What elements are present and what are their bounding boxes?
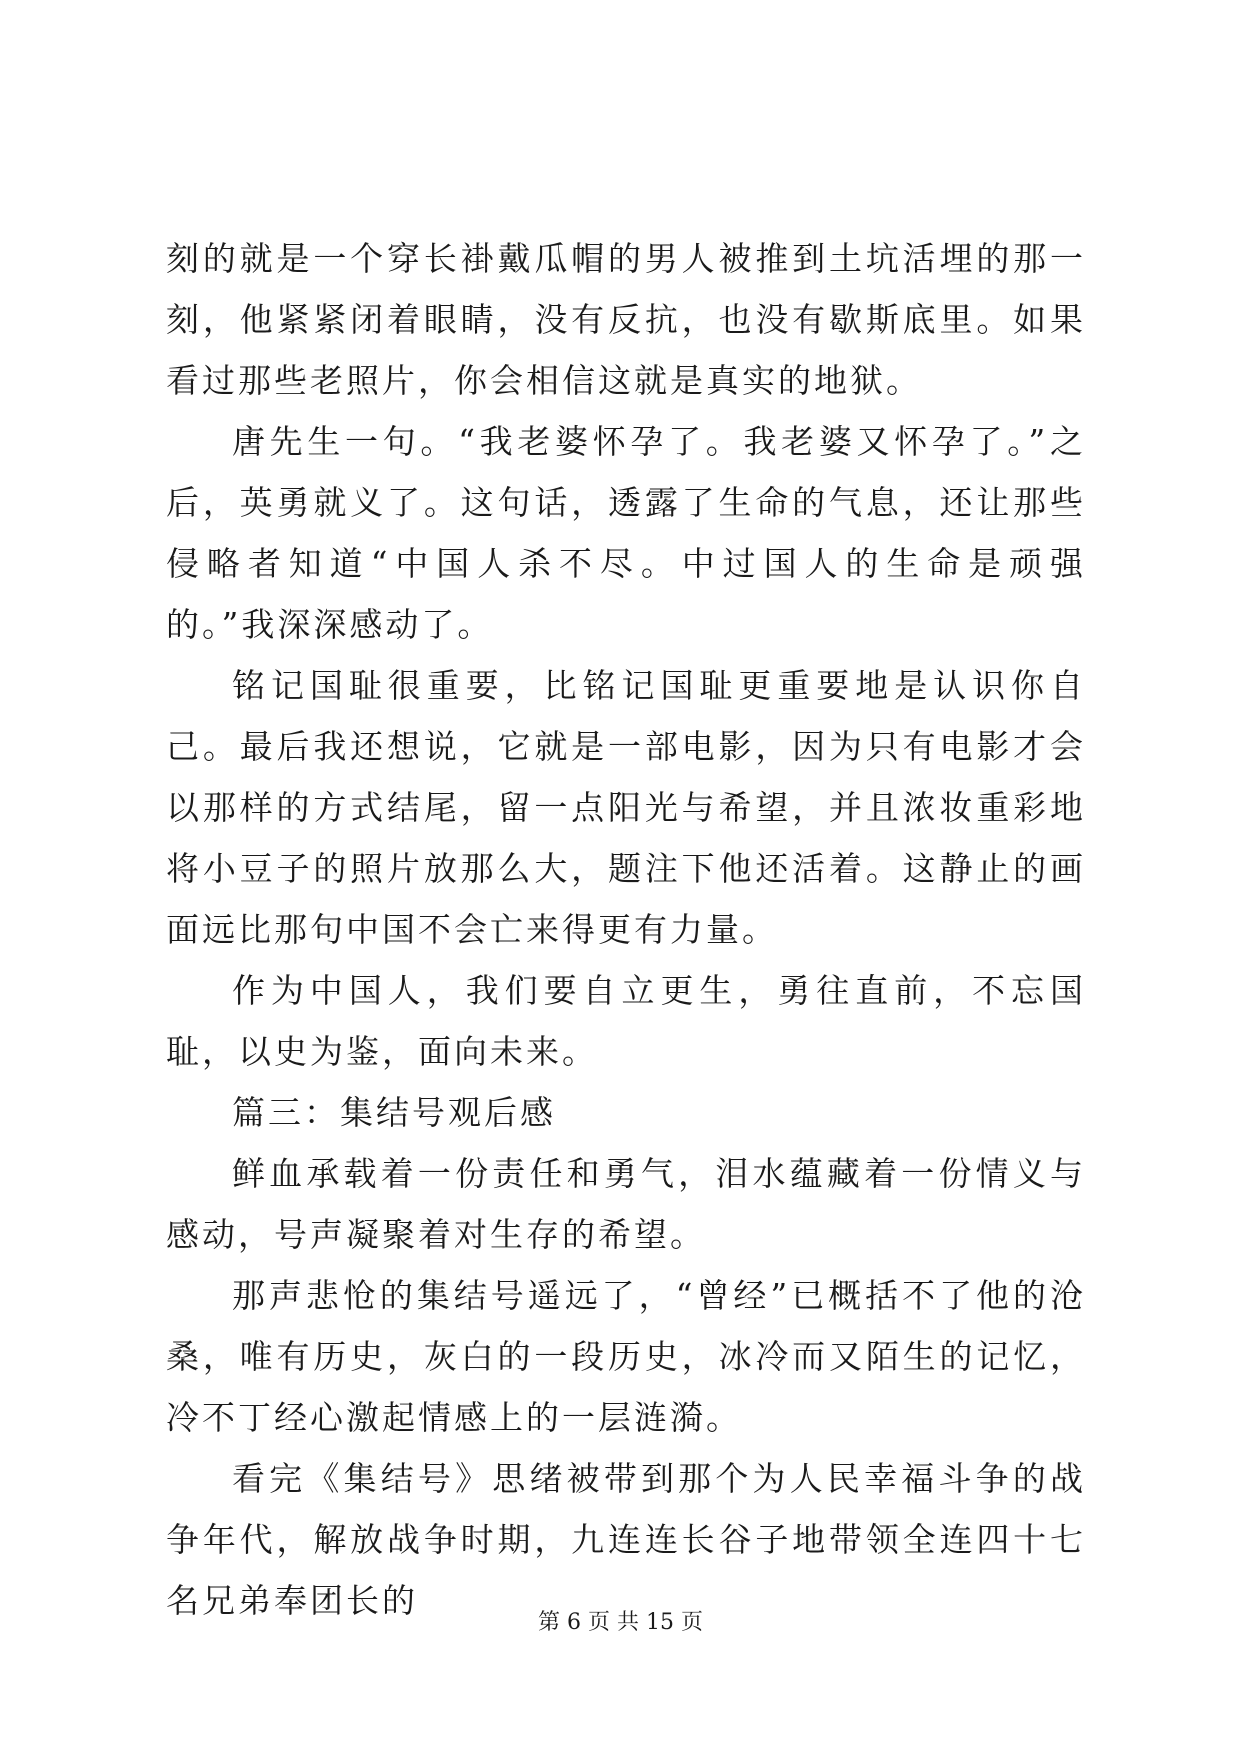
page-number-footer: 第 6 页 共 15 页 — [538, 1610, 703, 1635]
paragraph-4: 作为中国人，我们要自立更生，勇往直前，不忘国耻，以史为鉴，面向未来。 — [166, 971, 1086, 1071]
paragraph-6: 那声悲怆的集结号遥远了，“曾经”已概括不了他的沧桑，唯有历史，灰白的一段历史，冰冷而又陌生的记忆，冷不丁经心激起情感上的一层涟漪。 — [166, 1276, 1086, 1437]
paragraph-2: 唐先生一句。“我老婆怀孕了。我老婆又怀孕了。”之后，英勇就义了。这句话，透露了生命的气息，还让那些侵略者知道“中国人杀不尽。中过国人的生命是顽强的。”我深深感动了。 — [166, 422, 1086, 644]
paragraph-7: 看完《集结号》思绪被带到那个为人民幸福斗争的战争年代，解放战争时期，九连连长谷子地带领全连四十七名兄弟奉团长的 — [166, 1459, 1086, 1620]
paragraph-5: 鲜血承载着一份责任和勇气，泪水蕴藏着一份情义与感动，号声凝聚着对生存的希望。 — [166, 1154, 1086, 1254]
document-body — [166, 228, 1086, 1631]
paragraph-3: 铭记国耻很重要，比铭记国耻更重要地是认识你自己。最后我还想说，它就是一部电影，因为只有电影才会以那样的方式结尾，留一点阳光与希望，并且浓妆重彩地将小豆子的照片放那么大，题注下他还活着。这静止的画面远比那句中国不会亡来得更有力量。 — [166, 666, 1086, 949]
section-heading: 篇三：集结号观后感 — [232, 1093, 556, 1132]
paragraph-1: 刻的就是一个穿长褂戴瓜帽的男人被推到土坑活埋的那一刻，他紧紧闭着眼睛，没有反抗，也没有歇斯底里。如果看过那些老照片，你会相信这就是真实的地狱。 — [166, 239, 1086, 400]
